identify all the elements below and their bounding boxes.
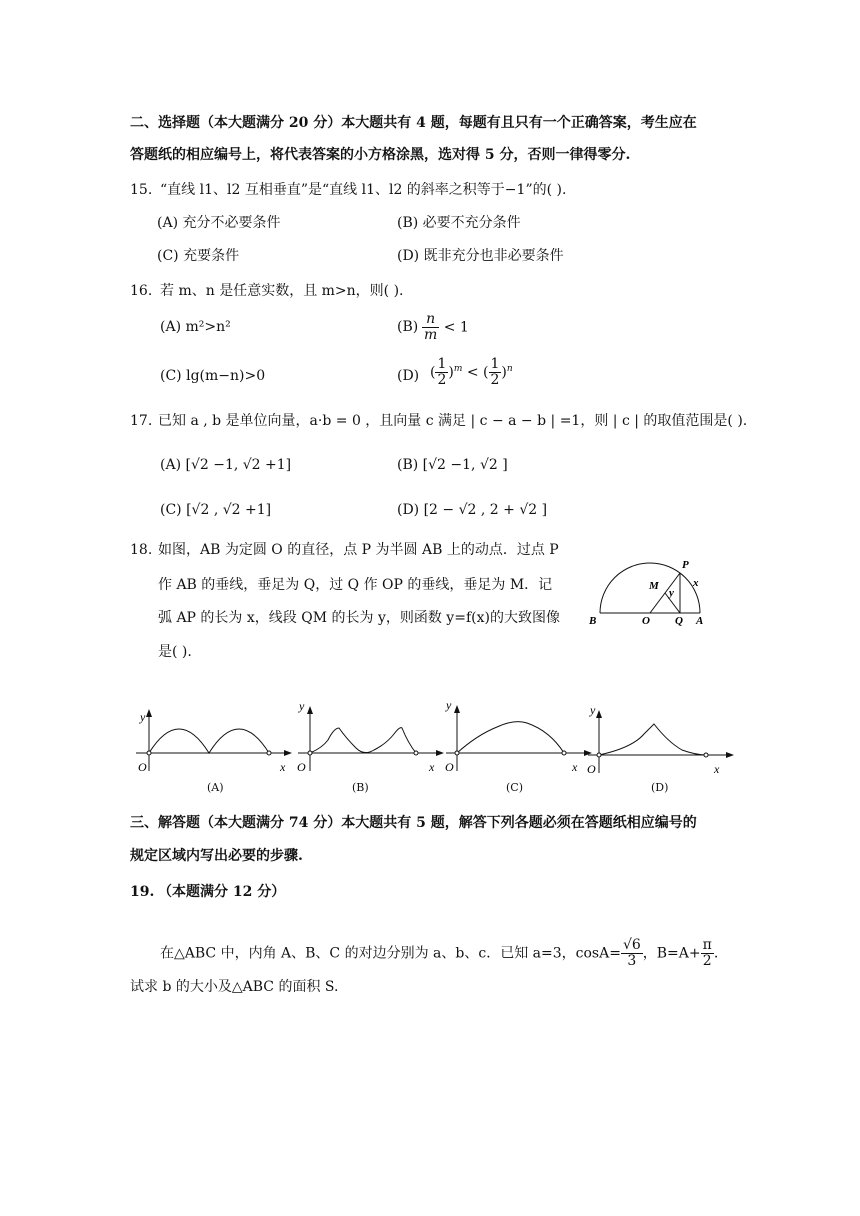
- curve-d: [599, 724, 706, 755]
- q18-line1: 如图，AB 为定圆 O 的直径，点 P 为半圆 AB 上的动点．过点 P: [158, 542, 559, 558]
- q16-option-c: (C) lg(m−n)>0: [160, 368, 266, 384]
- curve-b: [310, 728, 416, 753]
- label-y: y: [669, 587, 674, 599]
- q16-option-d-formula: ( $\frac{1}{2}$ )$^m$ < ( $\frac{1}{2}$ )$^n$: [430, 356, 513, 388]
- q15-option-a: (A) 充分不必要条件: [157, 215, 281, 231]
- q18-graph-b: [294, 698, 444, 775]
- q19-pi-fraction: $\frac{\pi}{2}$: [702, 937, 712, 969]
- svg-text:x: x: [429, 760, 435, 774]
- q18-graph-c: [442, 697, 592, 775]
- q19-title: （本题满分 12 分）: [158, 884, 286, 900]
- q18-graph-a: [132, 705, 292, 775]
- label-x: x: [693, 577, 699, 589]
- svg-text:y: y: [299, 699, 305, 713]
- svg-text:x: x: [714, 762, 720, 776]
- q17-option-d: (D) [2 − √2 , 2 + √2 ]: [397, 502, 548, 518]
- section2-heading-line2: 答题纸的相应编号上，将代表答案的小方格涂黑，选对得 5 分，否则一律得零分.: [130, 147, 631, 163]
- svg-text:x: x: [280, 760, 286, 774]
- q19-line2: 试求 b 的大小及△ABC 的面积 S.: [130, 979, 339, 995]
- q15-option-d: (D) 既非充分也非必要条件: [397, 248, 564, 264]
- q19-line1-text: 在△ABC 中，内角 A、B、C 的对边分别为 a、b、c．已知 a=3，cosA=: [160, 945, 621, 962]
- q16-option-b-formula: $\frac{n}{m}$ < 1: [424, 311, 469, 343]
- q16-stem: 若 m、n 是任意实数，且 m>n，则( ).: [160, 283, 404, 299]
- q15-option-c: (C) 充要条件: [157, 248, 240, 264]
- svg-text:O: O: [297, 760, 306, 774]
- q15-option-b: (B) 必要不充分条件: [397, 215, 521, 231]
- q17-option-c: (C) [√2 , √2 +1]: [160, 502, 272, 518]
- q17-option-b: (B) [√2 −1, √2 ]: [397, 457, 508, 473]
- q19-number: 19.: [130, 884, 155, 900]
- q15-number: 15.: [130, 182, 153, 198]
- q19-line1: 在△ABC 中，内角 A、B、C 的对边分别为 a、b、c．已知 a=3，cosA= $\frac{√6}{3}$ ，B=A+ $\frac{\pi}{2}$ .: [160, 937, 719, 969]
- q18-line4: 是( ).: [158, 644, 192, 660]
- q18-line2: 作 AB 的垂线，垂足为 Q，过 Q 作 OP 的垂线，垂足为 M．记: [158, 577, 553, 593]
- label-q: Q: [675, 615, 683, 627]
- section3-heading-line1: 三、解答题（本大题满分 74 分）本大题共有 5 题，解答下列各题必须在答题纸相应编号的: [130, 815, 697, 831]
- curve-c: [457, 722, 564, 753]
- label-p: P: [682, 559, 689, 571]
- q16-option-a: (A) m²>n²: [160, 319, 231, 335]
- svg-text:x: x: [572, 760, 578, 774]
- curve-a: [149, 729, 269, 753]
- q18-semicircle-figure: [585, 548, 715, 630]
- q17-option-a: (A) [√2 −1, √2 +1]: [160, 457, 292, 473]
- q18-graph-c-caption: (C): [506, 781, 523, 794]
- svg-text:O: O: [587, 762, 596, 776]
- label-b: B: [589, 615, 597, 627]
- svg-text:O: O: [138, 760, 147, 774]
- q18-line3: 弧 AP 的长为 x，线段 QM 的长为 y，则函数 y=f(x)的大致图像: [158, 610, 560, 626]
- q18-graph-b-caption: (B): [352, 781, 369, 794]
- svg-text:y: y: [446, 698, 452, 712]
- q15-stem: “直线 l1、l2 互相垂直”是“直线 l1、l2 的斜率之积等于−1”的( ).: [160, 182, 567, 198]
- svg-text:y: y: [140, 710, 146, 724]
- section3-heading-line2: 规定区域内写出必要的步骤.: [130, 848, 303, 864]
- q17-stem: 已知 a , b 是单位向量，a·b = 0 ，且向量 c 满足 | c − a − b | =1，则 | c | 的取值范围是( ).: [158, 413, 748, 429]
- q16-number: 16.: [130, 283, 153, 299]
- q16-option-d-label: (D): [397, 368, 420, 384]
- q16-option-b-label: (B): [397, 319, 419, 335]
- svg-text:y: y: [590, 703, 596, 717]
- q18-graph-a-caption: (A): [207, 781, 224, 794]
- q18-graph-d-caption: (D): [651, 781, 669, 794]
- label-m: M: [649, 580, 659, 592]
- q18-graph-d: [584, 700, 734, 776]
- label-a: A: [696, 615, 704, 627]
- q18-number: 18.: [130, 542, 153, 558]
- section2-heading-line1: 二、选择题（本大题满分 20 分）本大题共有 4 题，每题有且只有一个正确答案，考生应在: [130, 115, 697, 131]
- label-o: O: [642, 615, 650, 627]
- svg-text:O: O: [445, 760, 454, 774]
- q17-number: 17.: [130, 413, 153, 429]
- q19-cos-fraction: $\frac{√6}{3}$: [622, 937, 641, 969]
